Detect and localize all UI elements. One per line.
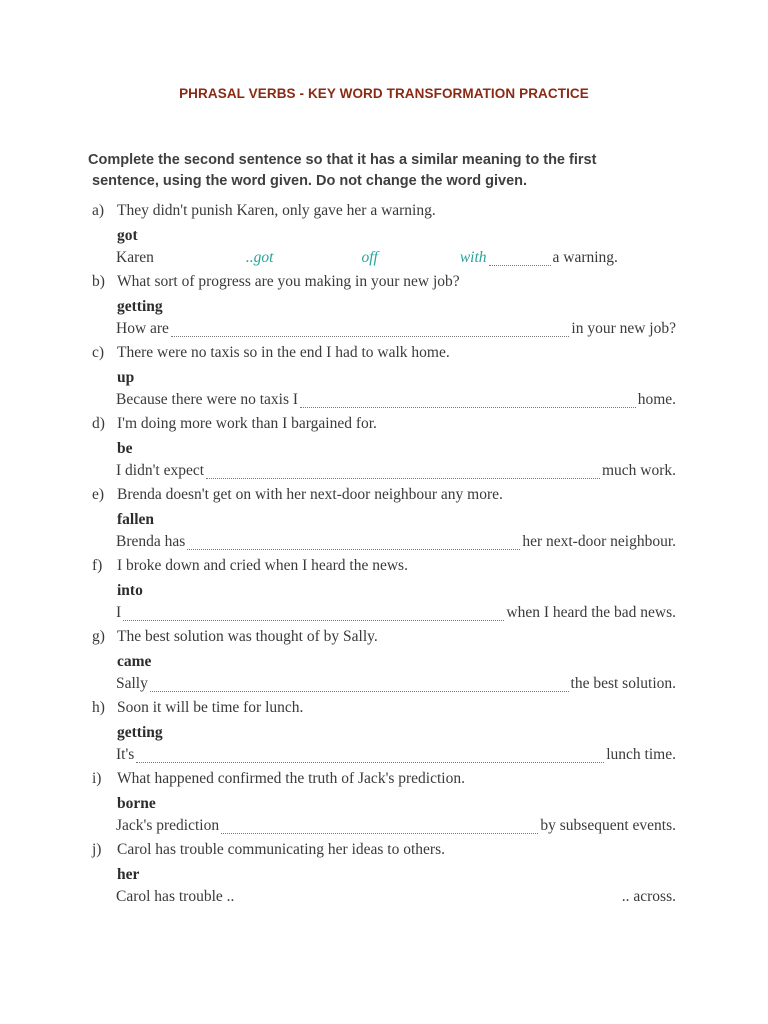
keyword: getting <box>117 724 163 741</box>
answer-end: .. across. <box>621 888 676 905</box>
keyword: her <box>117 866 140 883</box>
filled-answer-word: ..got <box>245 249 274 266</box>
keyword: borne <box>117 795 156 812</box>
question-sentence: The best solution was thought of by Sally. <box>117 628 378 645</box>
answer-start: Carol has trouble .. <box>116 888 235 905</box>
answer-end: her next-door neighbour. <box>522 533 676 550</box>
worksheet-title: PHRASAL VERBS - KEY WORD TRANSFORMATION PRACTICE <box>179 86 589 101</box>
answer-end: the best solution. <box>570 675 676 692</box>
question-label: i) <box>92 770 102 787</box>
question-label: b) <box>92 273 105 290</box>
answer-start: Because there were no taxis I <box>116 391 299 408</box>
answer-start: I <box>116 604 122 621</box>
answer-start: Karen <box>116 249 154 266</box>
answer-line <box>116 391 676 411</box>
instructions-line-1: Complete the second sentence so that it has a similar meaning to the first <box>88 152 597 168</box>
answer-start: How are <box>116 320 169 337</box>
filled-answer-word: off <box>361 249 378 266</box>
question-b <box>92 273 682 293</box>
answer-line <box>116 533 676 553</box>
question-label: d) <box>92 415 105 432</box>
keyword: into <box>117 582 143 599</box>
answer-end: lunch time. <box>606 746 676 763</box>
keyword: got <box>117 227 138 244</box>
answer-gap[interactable] <box>489 263 551 266</box>
instructions-line-2: sentence, using the word given. Do not change the word given. <box>92 173 528 189</box>
answer-line <box>116 888 676 908</box>
answer-line <box>116 320 676 340</box>
answer-line <box>116 817 676 837</box>
answer-line <box>116 462 676 482</box>
question-label: a) <box>92 202 105 219</box>
question-label: j) <box>92 841 102 858</box>
question-d <box>92 415 682 435</box>
question-sentence: I'm doing more work than I bargained for. <box>117 415 377 432</box>
keyword: be <box>117 440 133 457</box>
question-sentence: They didn't punish Karen, only gave her a warning. <box>117 202 436 219</box>
keyword: came <box>117 653 152 670</box>
answer-gap[interactable] <box>136 760 604 763</box>
question-a <box>92 202 682 222</box>
question-sentence: Carol has trouble communicating her ideas to others. <box>117 841 445 858</box>
question-label: f) <box>92 557 103 574</box>
question-label: e) <box>92 486 105 503</box>
answer-gap[interactable] <box>221 831 538 834</box>
question-sentence: What happened confirmed the truth of Jack's prediction. <box>117 770 465 787</box>
question-sentence: I broke down and cried when I heard the news. <box>117 557 408 574</box>
answer-line <box>116 604 676 624</box>
answer-gap[interactable] <box>187 547 520 550</box>
answer-end: in your new job? <box>571 320 676 337</box>
question-j <box>92 841 682 861</box>
answer-line <box>116 249 676 269</box>
answer-gap[interactable] <box>123 618 504 621</box>
question-h <box>92 699 682 719</box>
answer-start: Jack's prediction <box>116 817 220 834</box>
question-label: g) <box>92 628 105 645</box>
keyword: up <box>117 369 135 386</box>
keyword: getting <box>117 298 163 315</box>
answer-end: when I heard the bad news. <box>506 604 676 621</box>
question-i <box>92 770 682 790</box>
answer-gap[interactable] <box>300 405 636 408</box>
filled-answer-word: with <box>459 249 487 266</box>
question-label: c) <box>92 344 105 361</box>
question-sentence: Brenda doesn't get on with her next-door neighbour any more. <box>117 486 503 503</box>
answer-start: It's <box>116 746 135 763</box>
answer-end: much work. <box>601 462 676 479</box>
keyword: fallen <box>117 511 155 528</box>
answer-gap[interactable] <box>150 689 569 692</box>
answer-gap[interactable] <box>171 334 569 337</box>
answer-end: home. <box>637 391 676 408</box>
answer-start: I didn't expect <box>116 462 205 479</box>
answer-end: by subsequent events. <box>540 817 676 834</box>
answer-start: Sally <box>116 675 148 692</box>
question-e <box>92 486 682 506</box>
answer-end: a warning. <box>552 249 618 266</box>
answer-line <box>116 675 676 695</box>
question-sentence: What sort of progress are you making in your new job? <box>117 273 460 290</box>
question-sentence: There were no taxis so in the end I had to walk home. <box>117 344 450 361</box>
question-c <box>92 344 682 364</box>
answer-gap[interactable] <box>206 476 600 479</box>
answer-start: Brenda has <box>116 533 186 550</box>
answer-line <box>116 746 676 766</box>
question-sentence: Soon it will be time for lunch. <box>117 699 304 716</box>
question-g <box>92 628 682 648</box>
question-label: h) <box>92 699 105 716</box>
question-f <box>92 557 682 577</box>
